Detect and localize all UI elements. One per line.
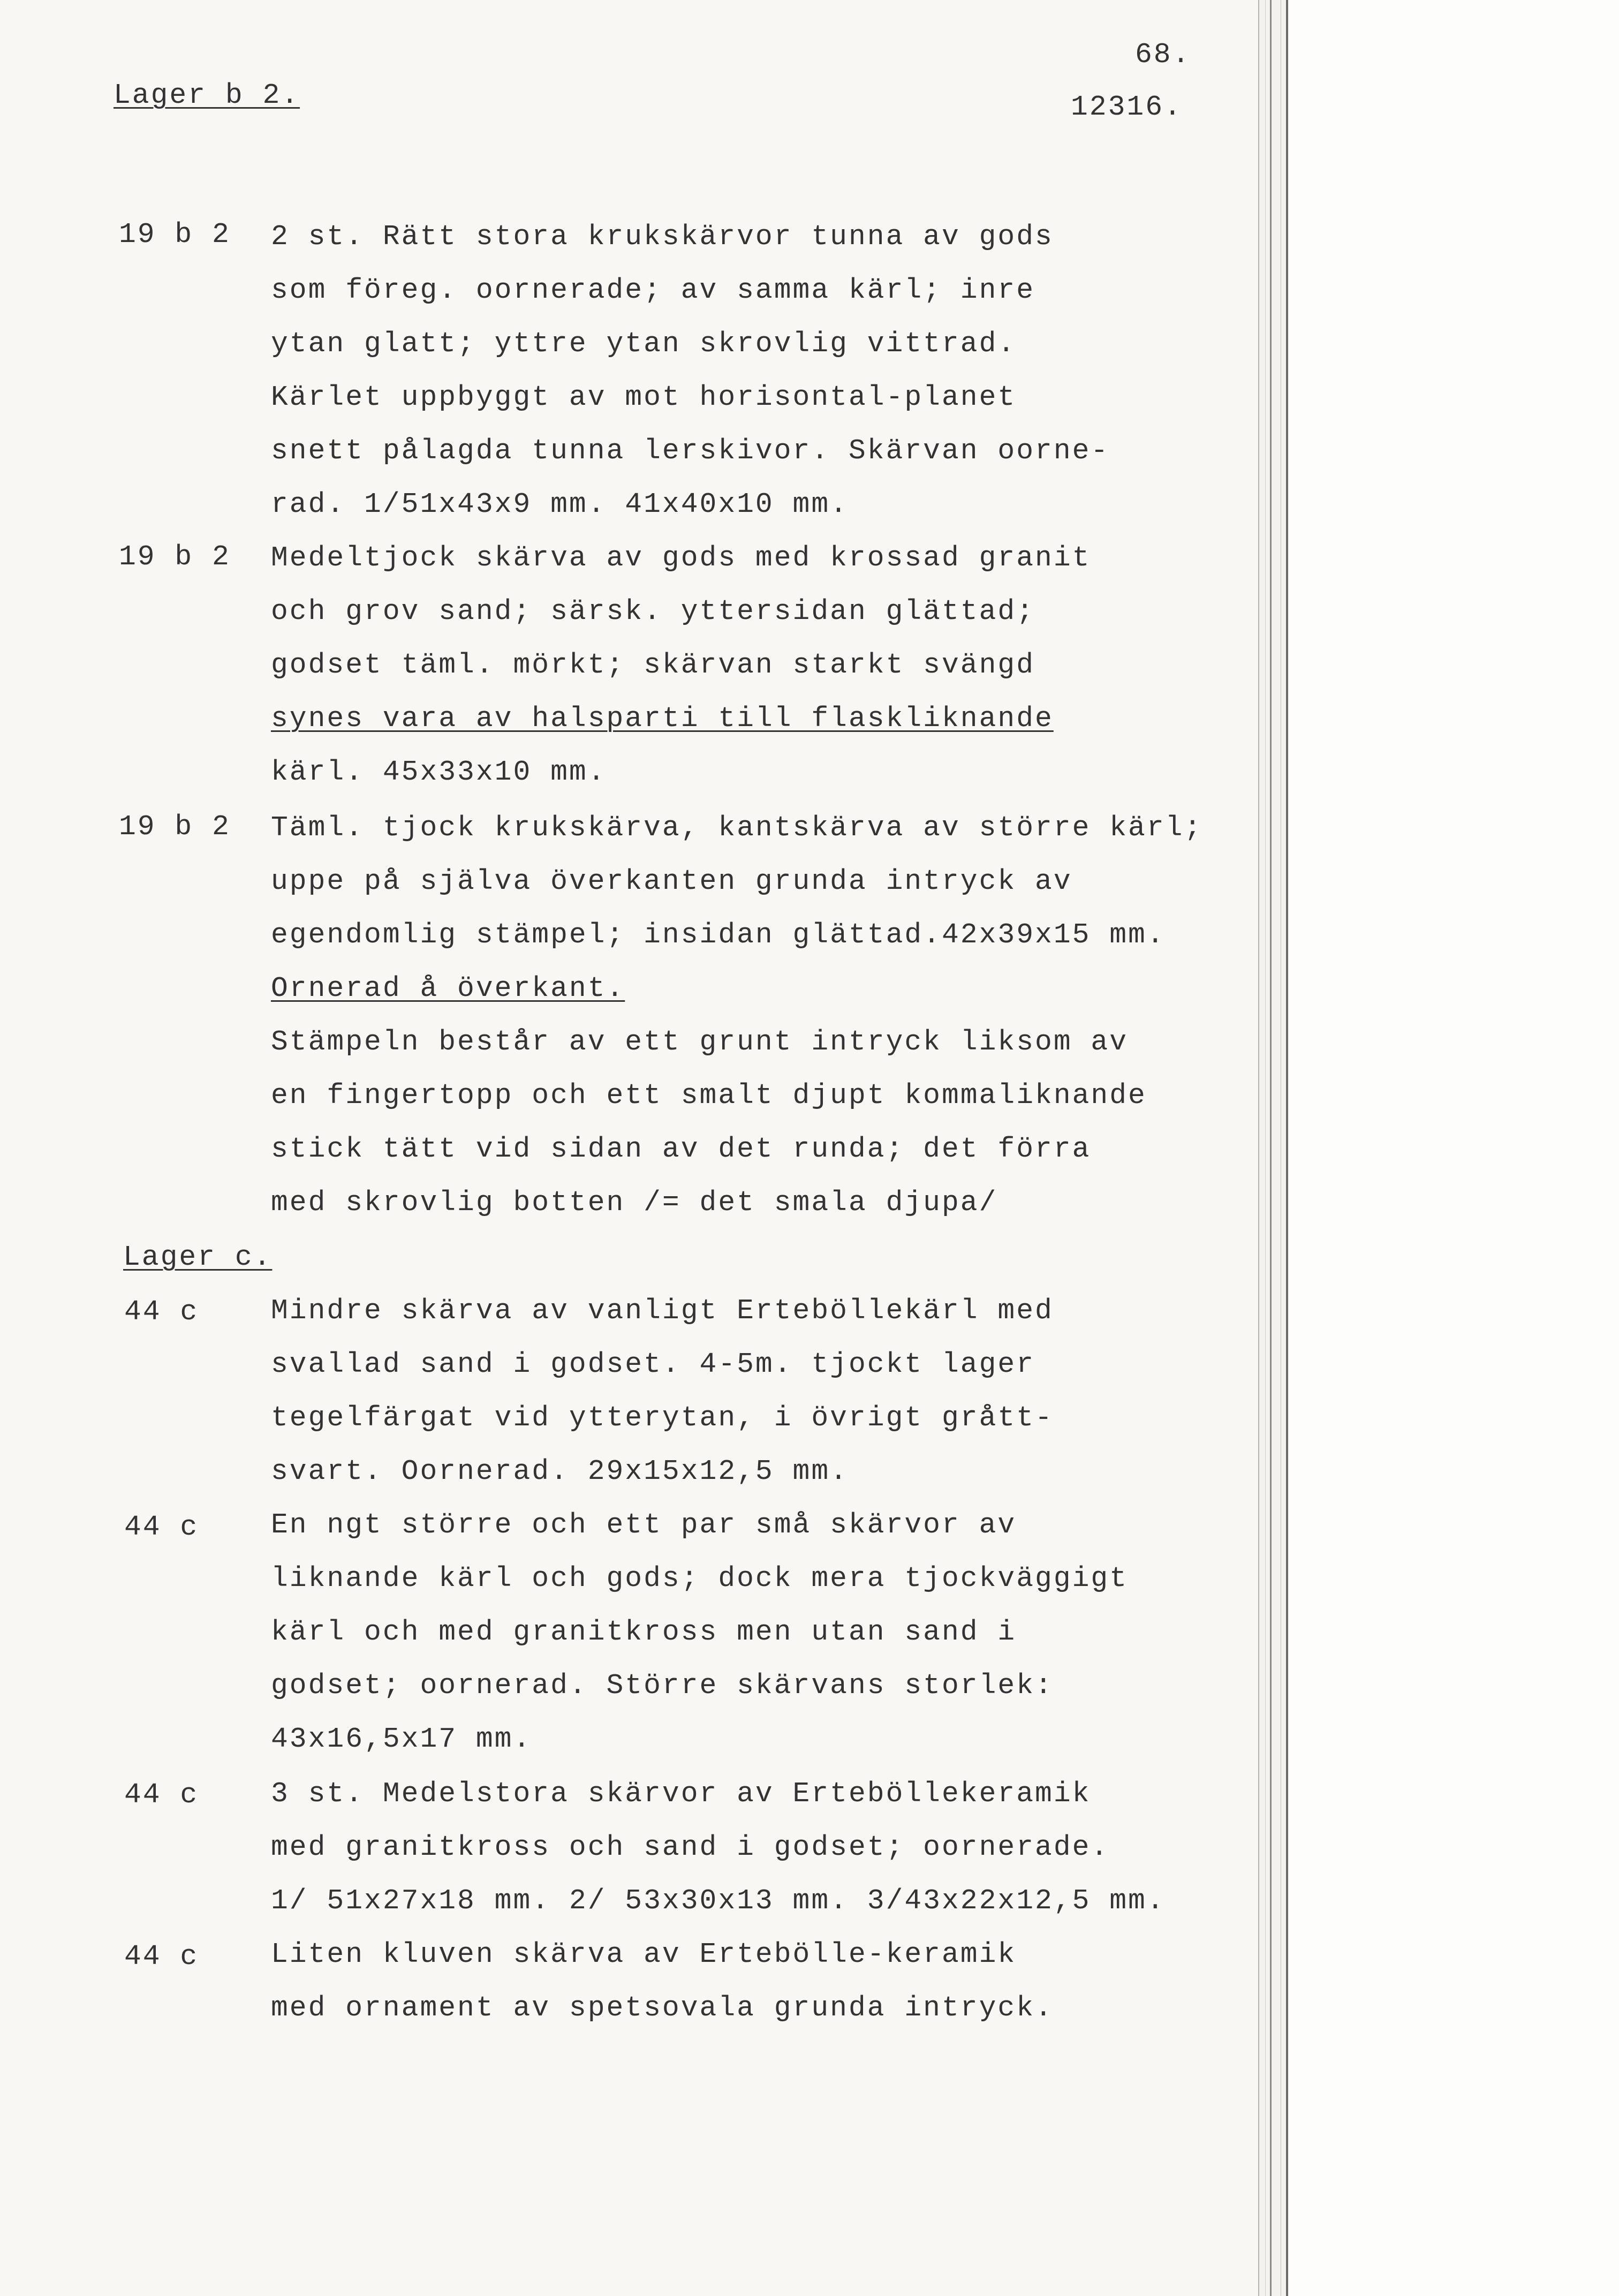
entry-line: rad. 1/51x43x9 mm. 41x40x10 mm. [271, 488, 849, 520]
entry-number: 44 c [124, 1940, 199, 1973]
entry-line: med ornament av spetsovala grunda intryck. [271, 1992, 1054, 2024]
entry-number: 19 b 2 [119, 811, 231, 843]
entry-line: uppe på själva överkanten grunda intryck av [271, 865, 1072, 897]
entry-line: en fingertopp och ett smalt djupt kommaliknande [271, 1079, 1147, 1112]
entry-line: kärl och med granitkross men utan sand i [271, 1616, 1017, 1648]
page-number: 68. [1135, 39, 1191, 71]
entry-line: snett pålagda tunna lerskivor. Skärvan oorne- [271, 435, 1110, 467]
entry-number: 19 b 2 [119, 218, 231, 251]
entry-number: 44 c [124, 1296, 199, 1328]
entry-line: som föreg. oornerade; av samma kärl; inre [271, 274, 1035, 306]
entry-line: Stämpeln består av ett grunt intryck liksom av [271, 1026, 1129, 1058]
entry-line: godset; oornerad. Större skärvans storlek: [271, 1670, 1054, 1702]
binding-edge [1265, 0, 1266, 2296]
section-title: Lager c. [123, 1241, 273, 1273]
binding-edge [1270, 0, 1272, 2296]
entry-line: Medeltjock skärva av gods med krossad granit [271, 542, 1091, 574]
entry-line: 2 st. Rätt stora krukskärvor tunna av gods [271, 221, 1054, 253]
entry-line: Mindre skärva av vanligt Erteböllekärl med [271, 1295, 1054, 1327]
scan-margin [1288, 0, 1619, 2296]
entry-line: 43x16,5x17 mm. [271, 1723, 532, 1755]
entry-line: godset täml. mörkt; skärvan starkt svängd [271, 649, 1035, 681]
entry-line: 1/ 51x27x18 mm. 2/ 53x30x13 mm. 3/43x22x12,5 mm. [271, 1885, 1166, 1917]
entry-line: tegelfärgat vid ytterytan, i övrigt grått- [271, 1402, 1054, 1434]
entry-line: 3 st. Medelstora skärvor av Erteböllekeramik [271, 1778, 1091, 1810]
entry-line: med granitkross och sand i godset; oornerade. [271, 1831, 1110, 1863]
entry-number: 44 c [124, 1511, 199, 1543]
entry-line: svart. Oornerad. 29x15x12,5 mm. [271, 1455, 849, 1487]
entry-line: Täml. tjock krukskärva, kantskärva av större kärl; [271, 812, 1203, 844]
entry-line: liknande kärl och gods; dock mera tjockväggigt [271, 1562, 1129, 1595]
entry-line: Ornerad å överkant. [271, 972, 625, 1004]
layer-title: Lager b 2. [114, 79, 300, 111]
entry-line: Liten kluven skärva av Ertebölle-keramik [271, 1938, 1017, 1970]
entry-line: kärl. 45x33x10 mm. [271, 756, 607, 788]
entry-line: En ngt större och ett par små skärvor av [271, 1509, 1017, 1541]
entry-number: 19 b 2 [119, 541, 231, 573]
entry-number: 44 c [124, 1779, 199, 1811]
catalog-number: 12316. [1071, 91, 1183, 123]
entry-line: med skrovlig botten /= det smala djupa/ [271, 1187, 998, 1219]
entry-line: ytan glatt; yttre ytan skrovlig vittrad. [271, 328, 1017, 360]
binding-edge [1258, 0, 1259, 2296]
entry-line: stick tätt vid sidan av det runda; det förra [271, 1133, 1091, 1165]
entry-line: Kärlet uppbyggt av mot horisontal-planet [271, 381, 1017, 413]
entry-line: egendomlig stämpel; insidan glättad.42x39x15 mm. [271, 919, 1166, 951]
entry-line: och grov sand; särsk. yttersidan glättad; [271, 595, 1035, 628]
entry-line: synes vara av halsparti till flaskliknande [271, 703, 1054, 735]
entry-line: svallad sand i godset. 4-5m. tjockt lager [271, 1348, 1035, 1380]
